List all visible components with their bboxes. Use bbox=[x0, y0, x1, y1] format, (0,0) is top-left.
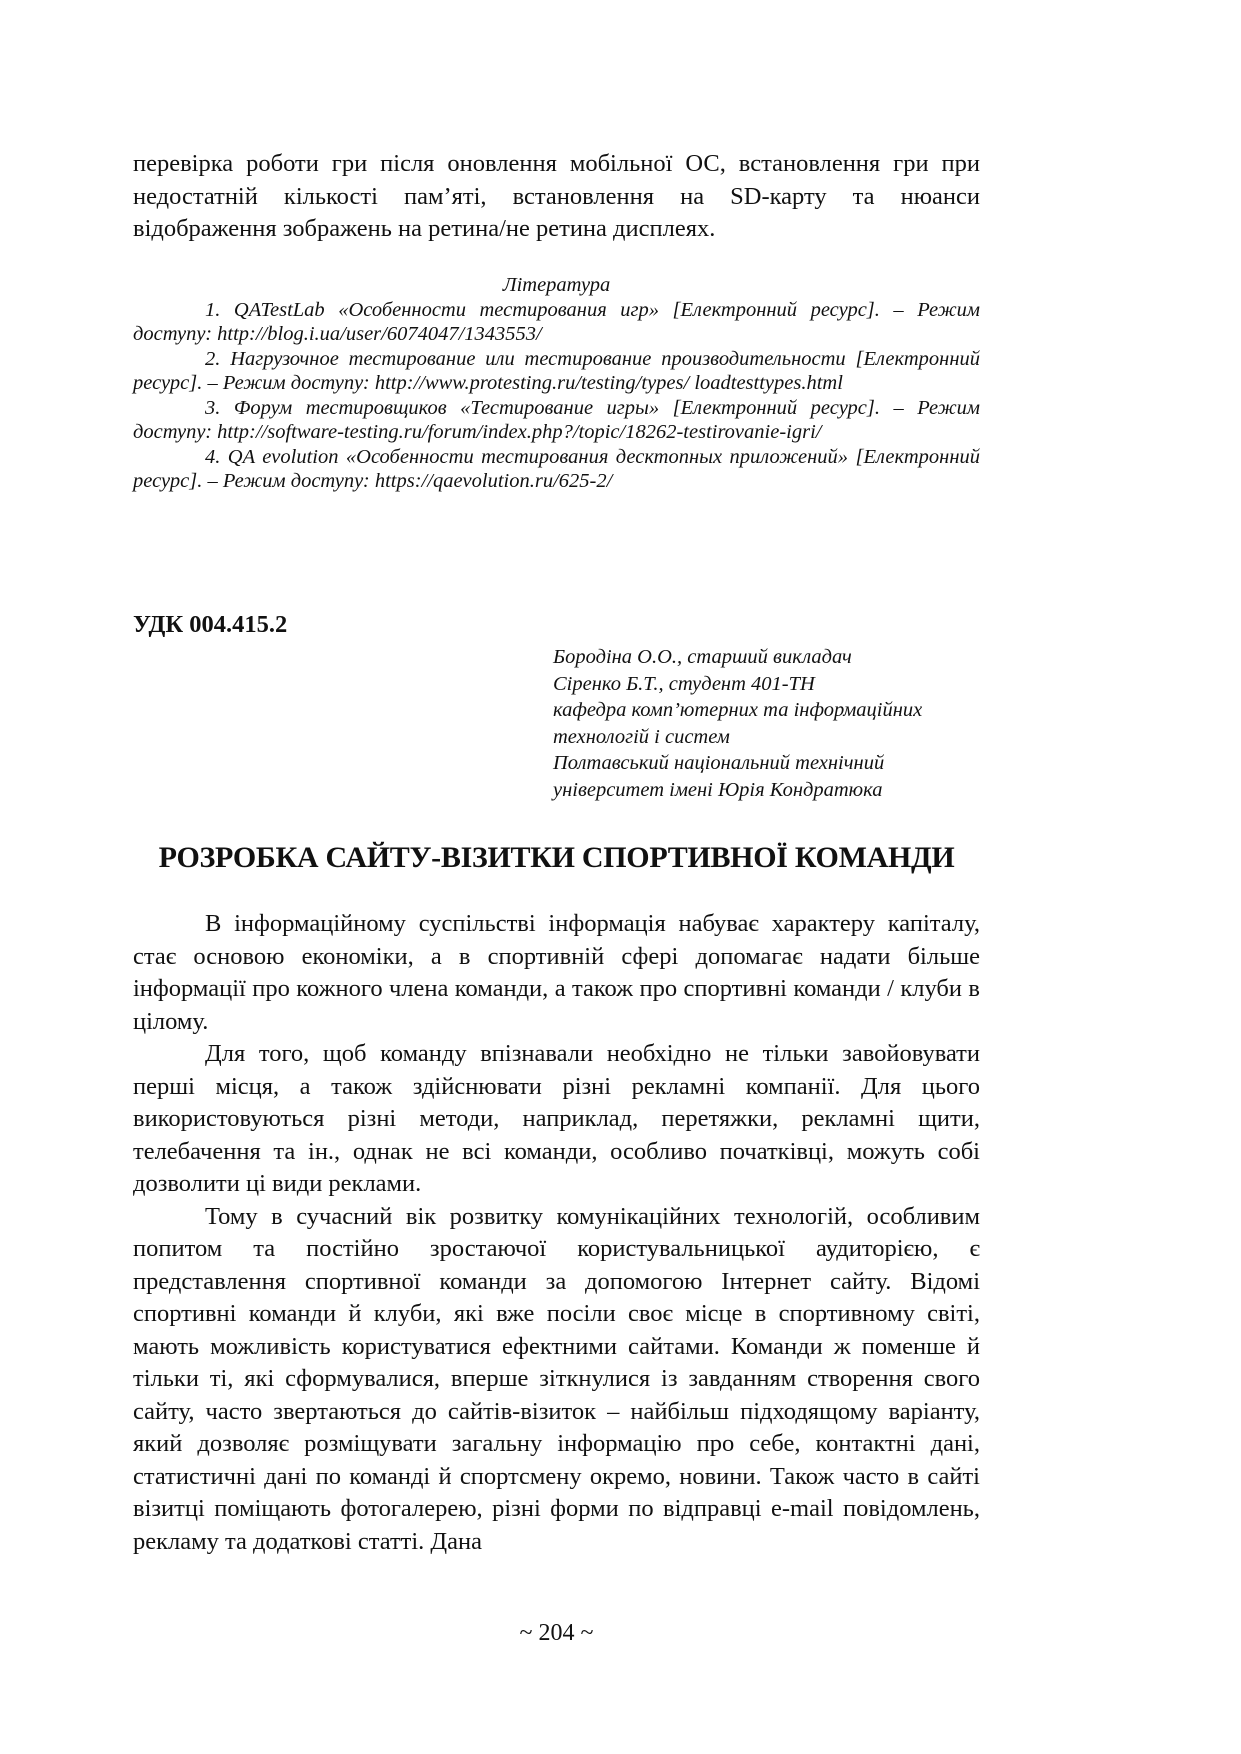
udk-code: УДК 004.415.2 bbox=[133, 611, 288, 638]
article-body bbox=[133, 908, 980, 1558]
intro-paragraph: перевірка роботи гри після оновлення мобільної ОС, встановлення гри при недостатній кількості пам’яті, встановлення на SD-карту та нюанси відображення зображень на ретина/не ретина дисплеях. bbox=[133, 150, 980, 242]
author-line: Сіренко Б.Т., студент 401-ТН bbox=[553, 672, 815, 695]
references-title: Література bbox=[502, 274, 611, 296]
reference-item: 1. QATestLab «Особенности тестирования игр» [Електронний ресурс]. – Режим доступу: http://blog.i.ua/user/6074047/1343553/ bbox=[133, 298, 980, 345]
reference-item: 2. Нагрузочное тестирование или тестирование производительности [Електронний ресурс]. – Режим доступу: http://www.protesting.ru/testing/types/ loadtesttypes.html bbox=[133, 347, 980, 394]
affiliation-line: університет імені Юрія Кондратюка bbox=[553, 778, 883, 801]
article-title: РОЗРОБКА САЙТУ-ВІЗИТКИ СПОРТИВНОЇ КОМАНДИ bbox=[158, 841, 955, 874]
reference-item: 3. Форум тестировщиков «Тестирование игры» [Електронний ресурс]. – Режим доступу: http://software-testing.ru/forum/index.php?/topic/18262-testirovanie-igri/ bbox=[133, 396, 980, 443]
page-number: ~ 204 ~ bbox=[519, 1620, 594, 1646]
references-section bbox=[133, 273, 980, 494]
reference-item: 4. QA evolution «Особенности тестирования десктопных приложений» [Електронний ресурс]. – Режим доступу: https://qaevolution.ru/625-2/ bbox=[133, 445, 980, 492]
authors-block bbox=[553, 644, 983, 803]
body-paragraph: Для того, щоб команду впізнавали необхідно не тільки завойовувати перші місця, а також здійснювати різні рекламні компанії. Для цього використовуються різні методи, наприклад, перетяжки, рекламні щити, телебачення та ін., однак не всі команди, особливо початківці, можуть собі дозволити ці види реклами. bbox=[133, 1040, 980, 1197]
affiliation-line: кафедра комп’ютерних та інформаційних bbox=[553, 699, 923, 721]
body-paragraph: Тому в сучасний вік розвитку комунікаційних технологій, особливим попитом та постійно зростаючої користувальницької аудиторією, є представлення спортивної команди за допомогою Інтернет сайту. Відомі спортивні команди й клуби, які вже посіли своє місце в спортивному світі, мають можливість користуватися ефектними сайтами. Команди ж поменше й тільки ті, які сформувалися, вперше зіткнулися із завданням створення свого сайту, часто звертаються до сайтів-візиток – найбільш підходящому варіанту, який дозволяє розміщувати загальну інформацію про себе, контактні дані, статистичні дані по команді й спортсмену окремо, новини. Також часто в сайті візитці поміщають фотогалерею, різні форми по відправці e-mail повідомлень, рекламу та додаткові статті. Дана bbox=[133, 1202, 980, 1555]
body-paragraph: В інформаційному суспільстві інформація набуває характеру капіталу, стає основою економіки, а в спортивній сфері допомагає надати більше інформації про кожного члена команди, а також про спортивні команди / клуби в цілому. bbox=[133, 910, 980, 1035]
author-line: Бородіна О.О., старший викладач bbox=[553, 646, 852, 668]
affiliation-line: технологій і систем bbox=[553, 725, 730, 748]
affiliation-line: Полтавський національний технічний bbox=[553, 752, 885, 774]
